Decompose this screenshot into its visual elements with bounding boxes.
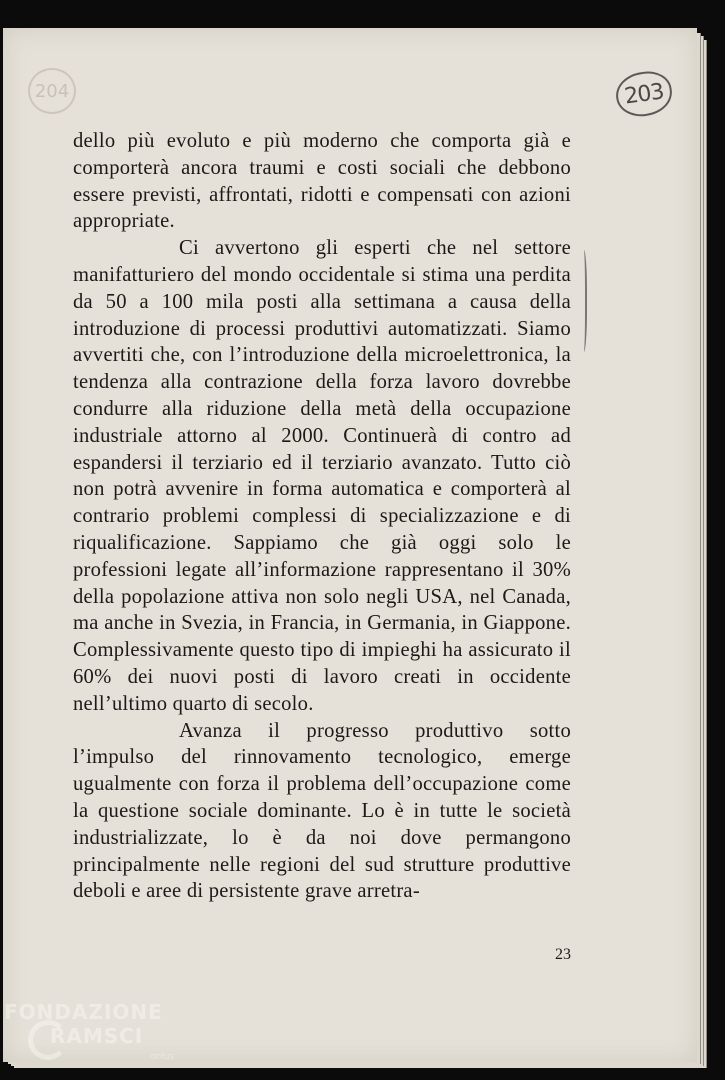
page-number: 23 [555, 946, 571, 963]
paragraph-2: Ci avvertono gli esperti che nel settore manifatturiero del mondo occidentale si stima una perdita da 50 a 100 mila posti alla settimana a causa della introduzione di processi produttivi automatizzati. Siamo avvertiti che, con l’introduzione della microelettronica, la tendenza alla contrazione della forza lavoro dovrebbe condurre alla riduzione della metà della occupazione industriale attorno al 2000. Continuerà di contro ad espandersi il terziario ed il terziario avanzato. Tutto ciò non potrà avvenire in forma automatica e comporterà al contrario problemi complessi di specializzazione e di riqualificazione. Sappiamo che già oggi solo le professioni legate all’informazione rappresentano il 30% della popolazione attiva non solo negli USA, nel Canada, ma anche in Svezia, in Francia, in Germania, in Giappone. Complessivamente questo tipo di impieghi ha assicurato il 60% dei nuovi posti di lavoro creati in occidente nell’ultimo quarto di secolo. [73, 237, 571, 715]
faint-archive-number: 204 [34, 80, 70, 102]
paragraph-3: Avanza il progresso produttivo sotto l’impulso del rinnovamento tecnologico, emerge ugualmente con forza il problema dell’occupazione come la questione sociale dominante. Lo è in tutte le società industrializzate, lo è da noi dove permangono principalmente nelle regioni del sud strutture produttive deboli e aree di persistente grave arretra- [73, 719, 571, 903]
archive-number: 203 [622, 78, 666, 110]
watermark-line2: RAMSCI [50, 1024, 144, 1048]
watermark-suffix: onlus [150, 1052, 175, 1062]
faint-archive-number-stamp [28, 68, 76, 114]
paragraph-1: dello più evoluto e più moderno che comporta già e comporterà ancora traumi e costi sociali che debbono essere previsti, affrontati, ridotti e compensati con azioni appropriate. [73, 130, 571, 233]
watermark-line1: FONDAZIONE [4, 1000, 163, 1024]
pencil-margin-line [579, 250, 587, 352]
fondazione-gramsci-watermark [2, 1000, 182, 1075]
body-text [73, 128, 571, 905]
